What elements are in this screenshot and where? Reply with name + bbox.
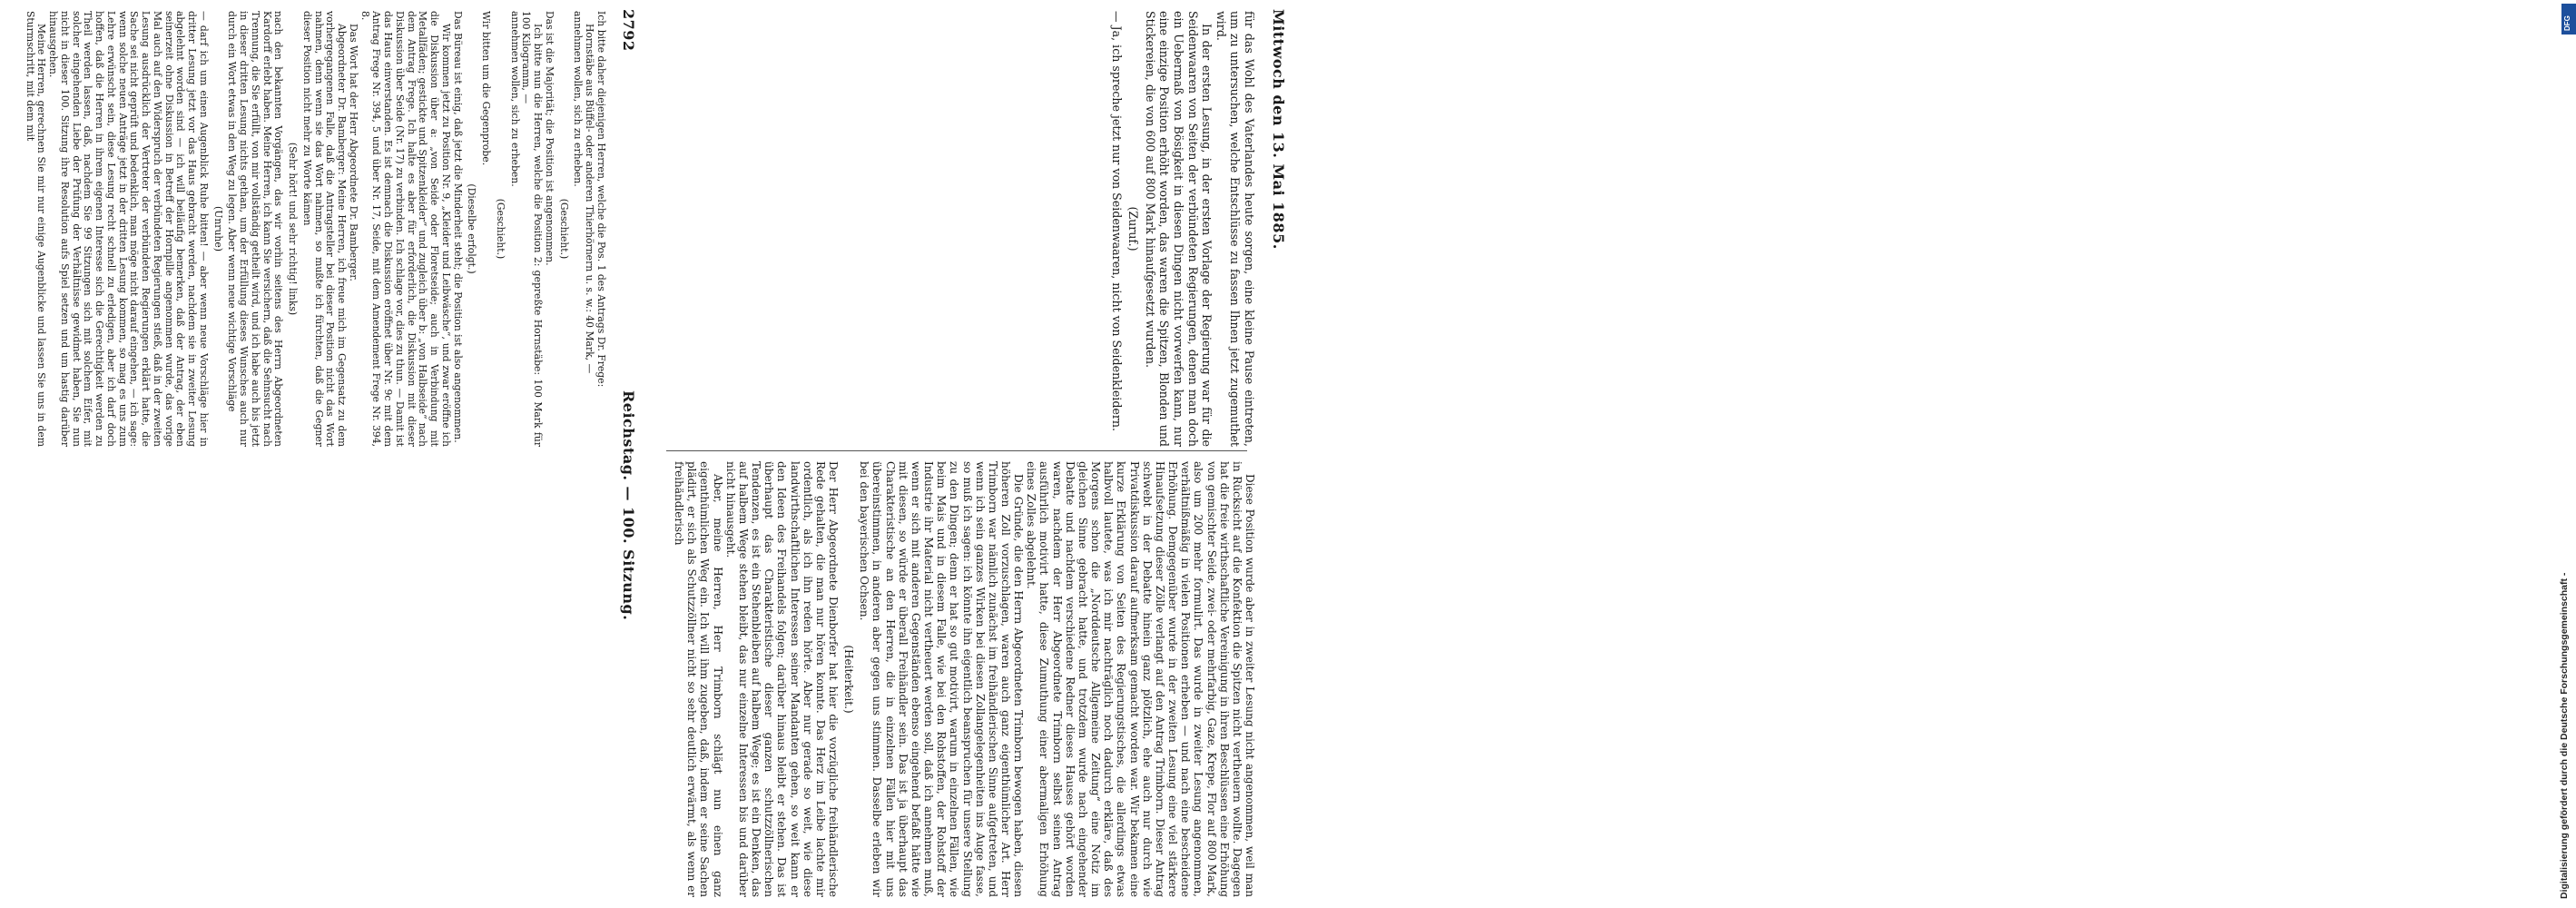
paragraph: Wir kommen jetzt zu Position Nr. 9, „Kleider und Leibwäsche“, und zwar eröffne ich die Diskussion über a: „von Seide oder Floretseide; auch in Verbindung mit Metallfäden; gestickte und Spitzenkleider“ und zugleich über b: „von Halbseide“ nach dem Antrag Frege. Ich halte es aber für erforderlich, die Diskussion mit dieser Diskussion über Seide (Nr. 17) zu verbinden. Ich schlage vor, dies zu thun. — Damit ist das Haus einverstanden. Es ist demnach die Diskussion eröffnet über Nr. 9c mit dem Antrag Frege Nr. 394, 5 und über Nr. 17, Seide, mit dem Amendement Frege Nr. 394, 8. xyxy=(359,11,452,447)
paragraph: — Ja, ich spreche jetzt nur von Seidenwaaren, nicht von Seidenkleidern. xyxy=(1109,11,1124,431)
stage-direction: (Heiterkeit.) xyxy=(842,645,856,714)
paragraph: Die Gründe, die den Herrn Abgeordneten Trimborn bewogen haben, diesen höheren Zoll vorzuschlagen, waren auch ganz eigenthümlicher Art. Herr Trimborn war nämlich zunächst im freihändlerischen Sinne aufgetreten, und wenn ich sein ganzes Wirken bei diesen Zollangelegenheiten ins Auge fasse, so muß ich sagen: ich könnte ihn eigentlich beanspruchen für unsere Stellung zu den Dingen; denn er hat so gut motivirt, warum in einzelnen Fällen, wie beim Mais und in diesem Falle, wie bei den Rohstoffen, der Rohstoff der Industrie ihr Material nicht vertheuert werden soll, daß ich annehmen muß, wenn er sich mit anderen Gegenständen ebenso eingehend befaßt hätte wie mit diesen, so würde er überall Freihändler sein. Das ist ja überhaupt das Charakteristische an den Herren, die in einzelnen Fällen hier mit uns übereinstimmen, in anderen aber gegen uns stimmen. Dasselbe erleben wir bei den bayerischen Ochsen. xyxy=(858,461,1026,897)
date-heading: Mittwoch den 13. Mai 1885. xyxy=(1270,9,1287,250)
stage-direction: (Unruhe) xyxy=(211,206,224,252)
paragraph: In der ersten Lesung, in der ersten Vorlage der Regierung war für die Seidenwaaren von Seiten der verbündeten Regierungen, denen man doch ein Uebermaß von Bösigkeit in diesen Dingen nicht vorwerfen kann, nur eine einzige Position erhöht worden, das waren die Spitzen, Blonden und Stickereien, die von 600 auf 800 Mark hinaufgesetzt wurden. xyxy=(1143,11,1214,447)
page-half-left xyxy=(0,0,650,908)
stage-direction: (Geschieht.) xyxy=(557,198,570,260)
paragraph: — darf ich um einen Augenblick Ruhe bitten! — aber wenn neue Vorschläge hier in dritter Lesung jetzt vor das Haus gebracht werden, nachdem sie in zweiter Lesung abgelehnt worden sind — ich will beiläufig bemerken, daß der Antrag, der eben seinerzeit ohne Diskussion in Betreff der Hornpille angenommen wurde, das vorige Mal auch auf den Widerspruch der verbündeten Regierungen stieß, daß in der zweiten Lesung ausdrücklich der Vertreter der verbündeten Regierungen erklärt hatte, die Sache sei nicht geprüft und bedenklich, man möge nicht darauf eingehen, — ich sage: wenn solche neuen Anträge jetzt in der dritten Lesung kommen, so mag es uns zum Lehre erwünscht sein, diese Lesung recht schnell zu erledigen, aber ich darf doch hoffen, daß die Herren in ihrem eigenen Interesse sich die Gerechtigkeit werden zu Theil werden lassen, daß, nachdem Sie 99 Sitzungen sich mit solchem Eifer, mit solcher eingehenden Liebe der Prüfung der Verhältnisse gewidmet haben, Sie nun nicht in dieser 100. Sitzung ihre Resolution aufs Spiel setzen und um hastig darüber hinausgehen. xyxy=(47,11,210,447)
paragraph: Aber, meine Herren, Herr Trimborn schlägt nun einen ganz eigenthümlichen Weg ein. Ich will ihm zugeben, daß, indem er seine Sachen plädirt, er sich als Schutzzöllner nicht so sehr deutlich erwärmt, als wenn er freihändlerisch xyxy=(673,461,724,897)
stage-direction: (Sehr hört! und sehr richtig! links) xyxy=(287,142,300,316)
stage-direction: (Zuruf.) xyxy=(1126,206,1141,252)
dfg-logo-icon xyxy=(2561,4,2576,35)
paragraph: Meine Herren, gerechnen Sie mir nur einige Augenblicke und lassen Sie uns in dem Sturmschritt, mit dem mit xyxy=(24,11,48,447)
session-title: Reichstag. — 100. Sitzung. xyxy=(620,390,637,621)
paragraph: Hornstäbe aus Büffel- oder anderen Thierhörnern u. s. w.: 40 Mark, — xyxy=(584,24,596,374)
page-half-right xyxy=(650,0,1300,908)
paragraph: annehmen wollen, sich zu erheben. xyxy=(572,11,585,187)
paragraph: Das ist die Majorität; die Position ist angenommen. xyxy=(544,11,556,266)
paragraph: annehmen wollen, sich zu erheben. xyxy=(508,11,521,187)
stage-direction: (Dieselbe erfolgt.) xyxy=(466,183,478,274)
page-header-left xyxy=(606,0,650,908)
page-number: 2792 xyxy=(620,9,637,52)
paragraph: nach den bekannten Vorgängen, das wir vorhin seitens des Herrn Abgeordneten Kardorff erlebt haben. Meine Herren, ich kann Sie versichern, daß die Sehnsucht nach Trennung, die Sie erfüllt, von mir vollständig getheilt wird, und ich habe auch bis jetzt in dieser dritten Lesung nichts gethan, um der Erfüllung dieses Wunsches auch nur durch ein Wort etwas in den Weg zu legen. Aber wenn neue wichtige Vorschläge xyxy=(226,11,285,447)
column-divider xyxy=(666,450,1247,451)
paragraph: für das Wohl des Vaterlandes heute sorgen, eine kleine Pause eintreten, um zu untersuchen, welche Entschlüsse zu fassen Ihnen jetzt zugemuthet wird. xyxy=(1214,11,1256,447)
paragraph: Wir bitten um die Gegenprobe. xyxy=(480,11,493,166)
paragraph: Das Büreau ist einig, daß jetzt die Minderheit steht; die Position ist also angenommen. xyxy=(451,11,464,443)
paragraph: Diese Position wurde aber in zweiter Lesung nicht angenommen, weil man in Rücksicht auf die Konfektion die Spitzen nicht vertheuern wollte. Dagegen hat die freie wirthschaftliche Vereinigung in ihren Beschlüssen eine Erhöhung von gemischter Seide, zwei- oder mehrfarbig, Gaze, Krepe, Flor auf 800 Mark, also um 200 mehr formulirt. Das wurde in zweiter Lesung angenommen, verhältnißmäßig in vielen Positionen erheben — und nach eine bescheidene Erhöhung. Demgegenüber wurde in der zweiten Lesung eine viel stärkere Hinaufsetzung dieser Zölle verlangt auf den Antrag Trimborn. Dieser Antrag schwebt in der Debatte hinein ganz plötzlich, ehe auch nur durch wie Privatdiskussion darauf aufmerksam gemacht worden war. Wir bekamen eine kurze Erklärung von Seiten des Regierungstisches, die allerdings etwas halbvoll lautete, was ich mir nachträglich noch dadurch erkläre, daß des Morgens schon die „Norddeutsche Allgemeine Zeitung“ eine Notiz im gleichen Sinne gebracht hatte, und trotzdem wurde nach eingehender Debatte und nachdem verschiedene Redner dieses Hauses gehört worden waren, nachdem der Herr Abgeordnete Trimborn selbst seinen Antrag ausführlich motivirt hatte, diese Zumuthung einer abermaligen Erhöhung eines Zolles abgelehnt. xyxy=(1025,461,1256,897)
stage-direction: (Geschieht.) xyxy=(495,198,506,260)
text-column-1 xyxy=(24,11,606,447)
paragraph: Ich bitte nun die Herren, welche die Position 2: gepreßte Hornstäbe: 100 Mark für 100 Kilogramm, — xyxy=(520,11,545,447)
credit-text: Digitalisierung gefördert durch die Deutsche Forschungsgemeinschaft - xyxy=(2559,572,2570,899)
dfg-logo-text: DFG xyxy=(2563,15,2571,31)
digitization-credit-bar xyxy=(1278,0,2571,908)
text-column-3 xyxy=(673,461,1256,897)
speaker-paragraph: Abgeordneter Dr. Bamberger: Meine Herren, ich freue mich im Gegensatz zu dem vorhergegangenen Falle, daß die Antragsteller bei dieser Position nicht das Wort nahmen, denn wenn sie das Wort nahmen, so mußte ich fürchten, daß die Gegner dieser Position nicht mehr zu Worte kämen xyxy=(301,11,349,447)
paragraph: Der Herr Abgeordnete Dienborfer hat hier die vorzügliche freihändlerische Rede gehalten, die man nur hören konnte. Das Herz im Leibe lachte mir ordentlich, als ich ihn reden hörte. Aber nur gerade so weit, wie diese landwirthschaftlichen Interessen seiner Mandanten gehen, so weit kann er den Ideen des Freihandels folgen; darüber hinaus bleibt er stehen. Das ist überhaupt das Charakteristische dieser ganzen schutzzöllnerischen Tendenzen, es ist ein Stehenbleiben auf halbem Wege; es ist ein Denken, das auf halbem Wege stehen bleibt, das nur einzelne Interessen bis und darüber nicht hinausgeht. xyxy=(723,461,840,897)
paragraph: Das Wort hat der Herr Abgeordnete Dr. Bamberger. xyxy=(348,24,359,281)
paragraph: Ich bitte daher diejenigen Herren, welche die Pos. 1 des Antrags Dr. Frege: xyxy=(595,11,607,388)
text-column-2 xyxy=(1109,11,1256,447)
